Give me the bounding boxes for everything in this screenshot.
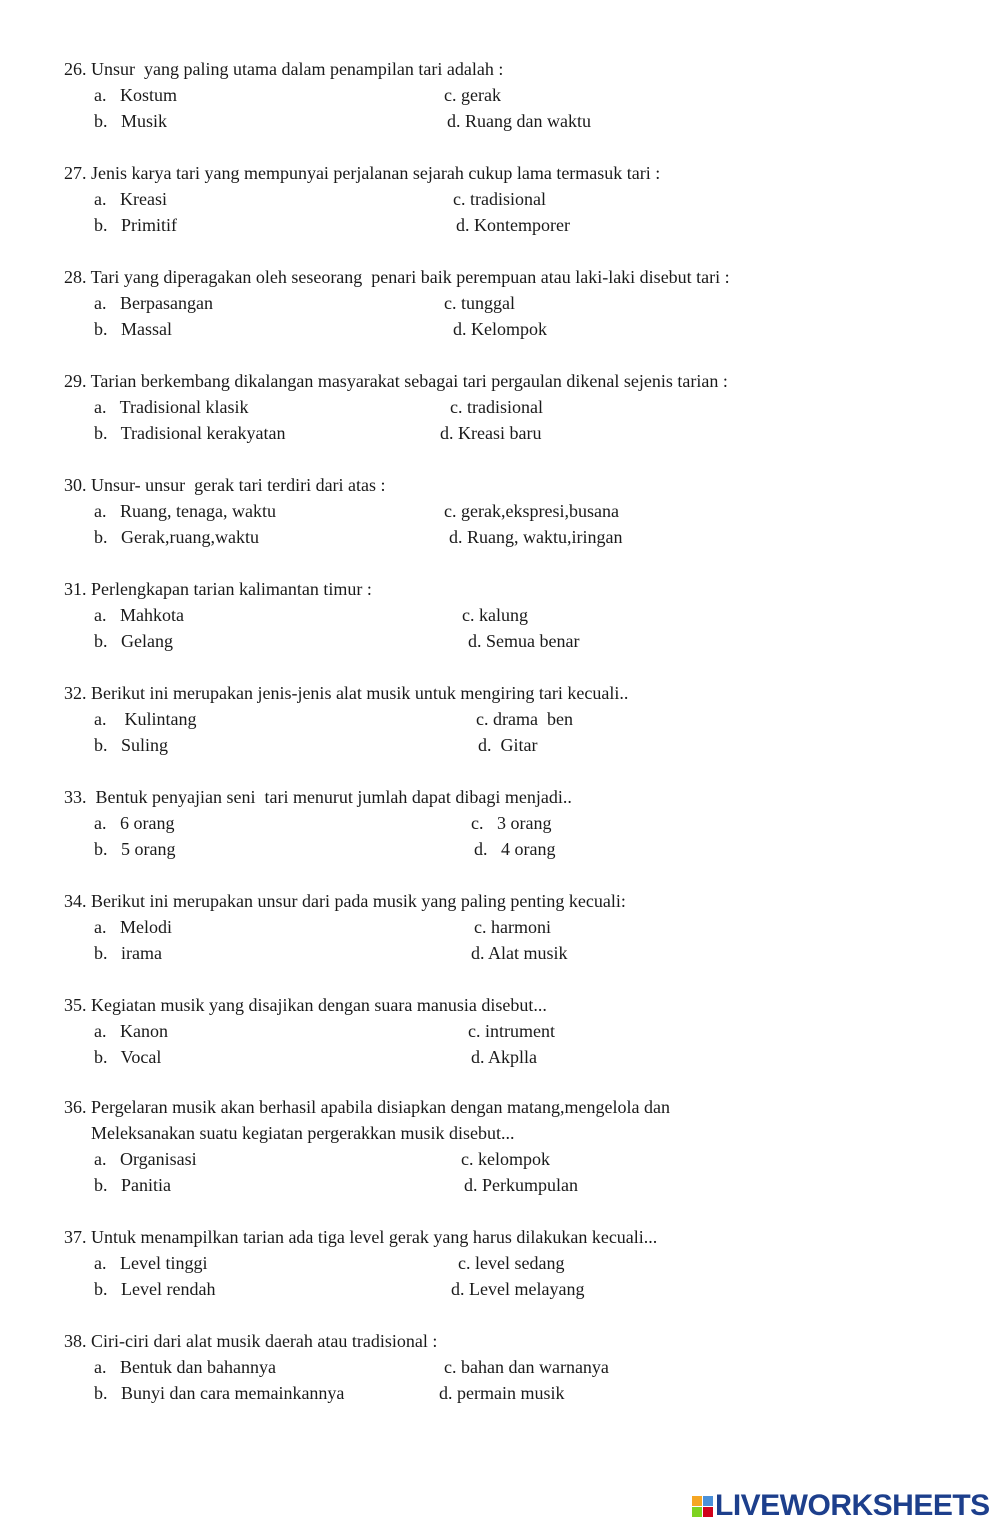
- option-a[interactable]: a. Kostum: [94, 85, 177, 105]
- question-stem: 34. Berikut ini merupakan unsur dari pada musik yang paling penting kecuali:: [64, 891, 626, 911]
- question-stem: 35. Kegiatan musik yang disajikan dengan suara manusia disebut...: [64, 995, 547, 1015]
- logo-square: [692, 1496, 702, 1506]
- option-b[interactable]: b. 5 orang: [94, 839, 176, 859]
- option-d[interactable]: d. Akplla: [471, 1047, 537, 1067]
- option-c[interactable]: c. bahan dan warnanya: [444, 1357, 609, 1377]
- option-d[interactable]: d. Kreasi baru: [440, 423, 542, 443]
- option-c[interactable]: c. 3 orang: [471, 813, 552, 833]
- option-d[interactable]: d. Perkumpulan: [464, 1175, 578, 1195]
- option-b[interactable]: b. Primitif: [94, 215, 178, 235]
- option-b[interactable]: b. Massal: [94, 319, 172, 339]
- question-stem: 27. Jenis karya tari yang mempunyai perjalanan sejarah cukup lama termasuk tari :: [64, 163, 661, 183]
- option-c[interactable]: c. harmoni: [474, 917, 551, 937]
- option-d[interactable]: d. Level melayang: [451, 1279, 585, 1299]
- option-c[interactable]: c. kalung: [462, 605, 528, 625]
- option-b[interactable]: b. Musik: [94, 111, 168, 131]
- option-d[interactable]: d. Kontemporer: [456, 215, 570, 235]
- question-stem: 36. Pergelaran musik akan berhasil apabila disiapkan dengan matang,mengelola dan: [64, 1097, 670, 1117]
- option-b[interactable]: b. Gerak,ruang,waktu: [94, 527, 259, 547]
- option-b[interactable]: b. Vocal: [94, 1047, 162, 1067]
- logo-mark-icon: [692, 1496, 713, 1517]
- logo-square: [692, 1507, 702, 1517]
- logo-text: LIVEWORKSHEETS: [715, 1489, 990, 1522]
- liveworksheets-logo[interactable]: [692, 1489, 990, 1523]
- option-a[interactable]: a. Ruang, tenaga, waktu: [94, 501, 276, 521]
- option-a[interactable]: a. Kulintang: [94, 709, 197, 729]
- option-a[interactable]: a. Melodi: [94, 917, 172, 937]
- question-stem: 28. Tari yang diperagakan oleh seseorang penari baik perempuan atau laki-laki disebut tari :: [64, 267, 730, 287]
- question-stem: 32. Berikut ini merupakan jenis-jenis alat musik untuk mengiring tari kecuali..: [64, 683, 629, 703]
- option-a[interactable]: a. Mahkota: [94, 605, 184, 625]
- option-a[interactable]: a. Level tinggi: [94, 1253, 208, 1273]
- option-d[interactable]: d. Semua benar: [468, 631, 580, 651]
- option-d[interactable]: d. Ruang dan waktu: [447, 111, 591, 131]
- option-b[interactable]: b. Level rendah: [94, 1279, 216, 1299]
- option-c[interactable]: c. gerak: [444, 85, 501, 105]
- option-a[interactable]: a. Tradisional klasik: [94, 397, 249, 417]
- option-c[interactable]: c. gerak,ekspresi,busana: [444, 501, 619, 521]
- option-b[interactable]: b. Bunyi dan cara memainkannya: [94, 1383, 345, 1403]
- question-stem: 30. Unsur- unsur gerak tari terdiri dari atas :: [64, 475, 386, 495]
- question-stem: 29. Tarian berkembang dikalangan masyarakat sebagai tari pergaulan dikenal sejenis tarian :: [64, 371, 728, 391]
- option-c[interactable]: c. intrument: [468, 1021, 555, 1041]
- question-stem: Meleksanakan suatu kegiatan pergerakkan musik disebut...: [64, 1123, 515, 1143]
- option-a[interactable]: a. Berpasangan: [94, 293, 213, 313]
- option-b[interactable]: b. Gelang: [94, 631, 173, 651]
- option-d[interactable]: d. Kelompok: [453, 319, 547, 339]
- option-d[interactable]: d. Ruang, waktu,iringan: [449, 527, 623, 547]
- option-c[interactable]: c. tradisional: [450, 397, 543, 417]
- logo-square: [703, 1496, 713, 1506]
- option-c[interactable]: c. tradisional: [453, 189, 546, 209]
- option-b[interactable]: b. Panitia: [94, 1175, 171, 1195]
- option-b[interactable]: b. Suling: [94, 735, 169, 755]
- option-a[interactable]: a. 6 orang: [94, 813, 175, 833]
- option-c[interactable]: c. kelompok: [461, 1149, 550, 1169]
- option-d[interactable]: d. 4 orang: [474, 839, 556, 859]
- option-a[interactable]: a. Kanon: [94, 1021, 168, 1041]
- question-stem: 26. Unsur yang paling utama dalam penampilan tari adalah :: [64, 59, 504, 79]
- option-a[interactable]: a. Kreasi: [94, 189, 167, 209]
- option-b[interactable]: b. Tradisional kerakyatan: [94, 423, 286, 443]
- logo-square: [703, 1507, 713, 1517]
- option-c[interactable]: c. level sedang: [458, 1253, 565, 1273]
- option-c[interactable]: c. drama ben: [476, 709, 573, 729]
- option-b[interactable]: b. irama: [94, 943, 162, 963]
- question-stem: 31. Perlengkapan tarian kalimantan timur :: [64, 579, 372, 599]
- question-stem: 38. Ciri-ciri dari alat musik daerah atau tradisional :: [64, 1331, 438, 1351]
- question-stem: 37. Untuk menampilkan tarian ada tiga level gerak yang harus dilakukan kecuali...: [64, 1227, 658, 1247]
- option-a[interactable]: a. Bentuk dan bahannya: [94, 1357, 276, 1377]
- option-d[interactable]: d. Alat musik: [471, 943, 568, 963]
- option-a[interactable]: a. Organisasi: [94, 1149, 197, 1169]
- option-d[interactable]: d. Gitar: [478, 735, 538, 755]
- question-stem: 33. Bentuk penyajian seni tari menurut jumlah dapat dibagi menjadi..: [64, 787, 572, 807]
- option-d[interactable]: d. permain musik: [439, 1383, 565, 1403]
- option-c[interactable]: c. tunggal: [444, 293, 515, 313]
